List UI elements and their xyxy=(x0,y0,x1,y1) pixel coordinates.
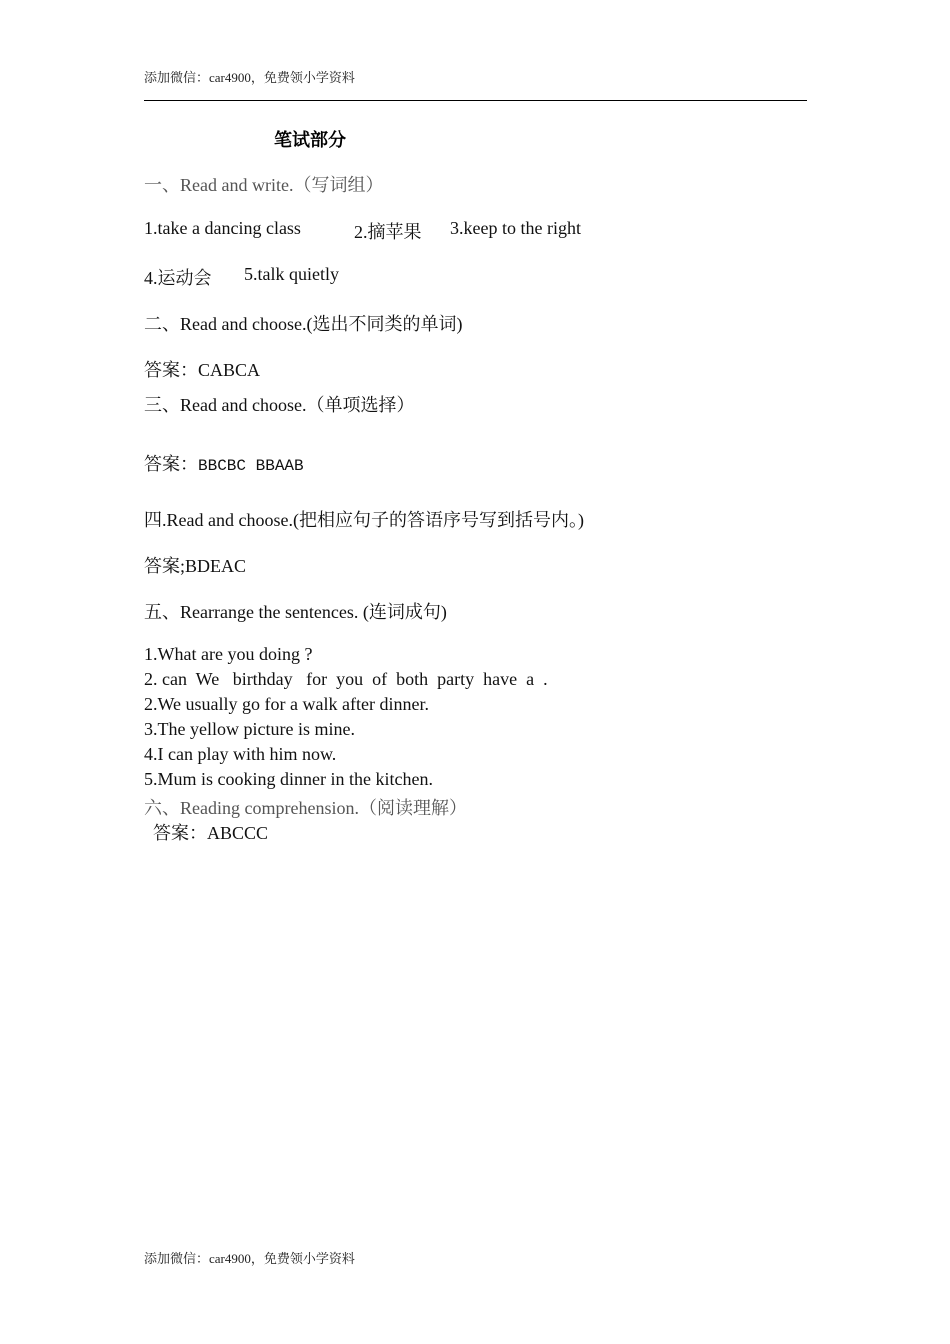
section-2-heading: 二、Read and choose.(选出不同类的单词) xyxy=(144,314,463,334)
section-1-heading: 一、Read and write.（写词组） xyxy=(144,175,384,195)
section-6-answer: 答案：ABCCC xyxy=(153,823,269,843)
answer-value: BBCBC BBAAB xyxy=(198,457,304,475)
s1-item-5: 5.talk quietly xyxy=(244,264,339,284)
s5-line-1: 1.What are you doing ? xyxy=(144,644,313,664)
section-4-answer: 答案;BDEAC xyxy=(144,556,247,576)
s1-item-2: 2.摘苹果 xyxy=(354,222,422,242)
s5-line-4: 3.The yellow picture is mine. xyxy=(144,719,355,739)
s1-item-3: 3.keep to the right xyxy=(450,218,581,238)
s5-line-2: 2. can We birthday for you of both party have a . xyxy=(144,669,548,689)
section-4-heading: 四.Read and choose.(把相应句子的答语序号写到括号内。) xyxy=(144,510,584,530)
section-6-heading: 六、Reading comprehension.（阅读理解） xyxy=(144,798,467,818)
section-3-answer xyxy=(144,450,304,476)
answer-label: 答案： xyxy=(144,360,198,380)
section-3-heading: 三、Read and choose.（单项选择） xyxy=(144,395,415,415)
page-header: 添加微信：car4900，免费领小学资料 xyxy=(144,70,355,85)
s1-item-1: 1.take a dancing class xyxy=(144,218,301,238)
s5-line-6: 5.Mum is cooking dinner in the kitchen. xyxy=(144,769,433,789)
header-rule xyxy=(144,100,807,101)
answer-label: 答案： xyxy=(144,454,198,474)
section-2-answer xyxy=(144,356,260,382)
page-title: 笔试部分 xyxy=(274,130,346,150)
answer-value: CABCA xyxy=(198,360,261,380)
s5-line-5: 4.I can play with him now. xyxy=(144,744,337,764)
s1-item-4: 4.运动会 xyxy=(144,268,212,288)
section-5-heading: 五、Rearrange the sentences. (连词成句) xyxy=(144,602,447,622)
s5-line-3: 2.We usually go for a walk after dinner. xyxy=(144,694,429,714)
page-footer: 添加微信：car4900，免费领小学资料 xyxy=(144,1251,355,1266)
